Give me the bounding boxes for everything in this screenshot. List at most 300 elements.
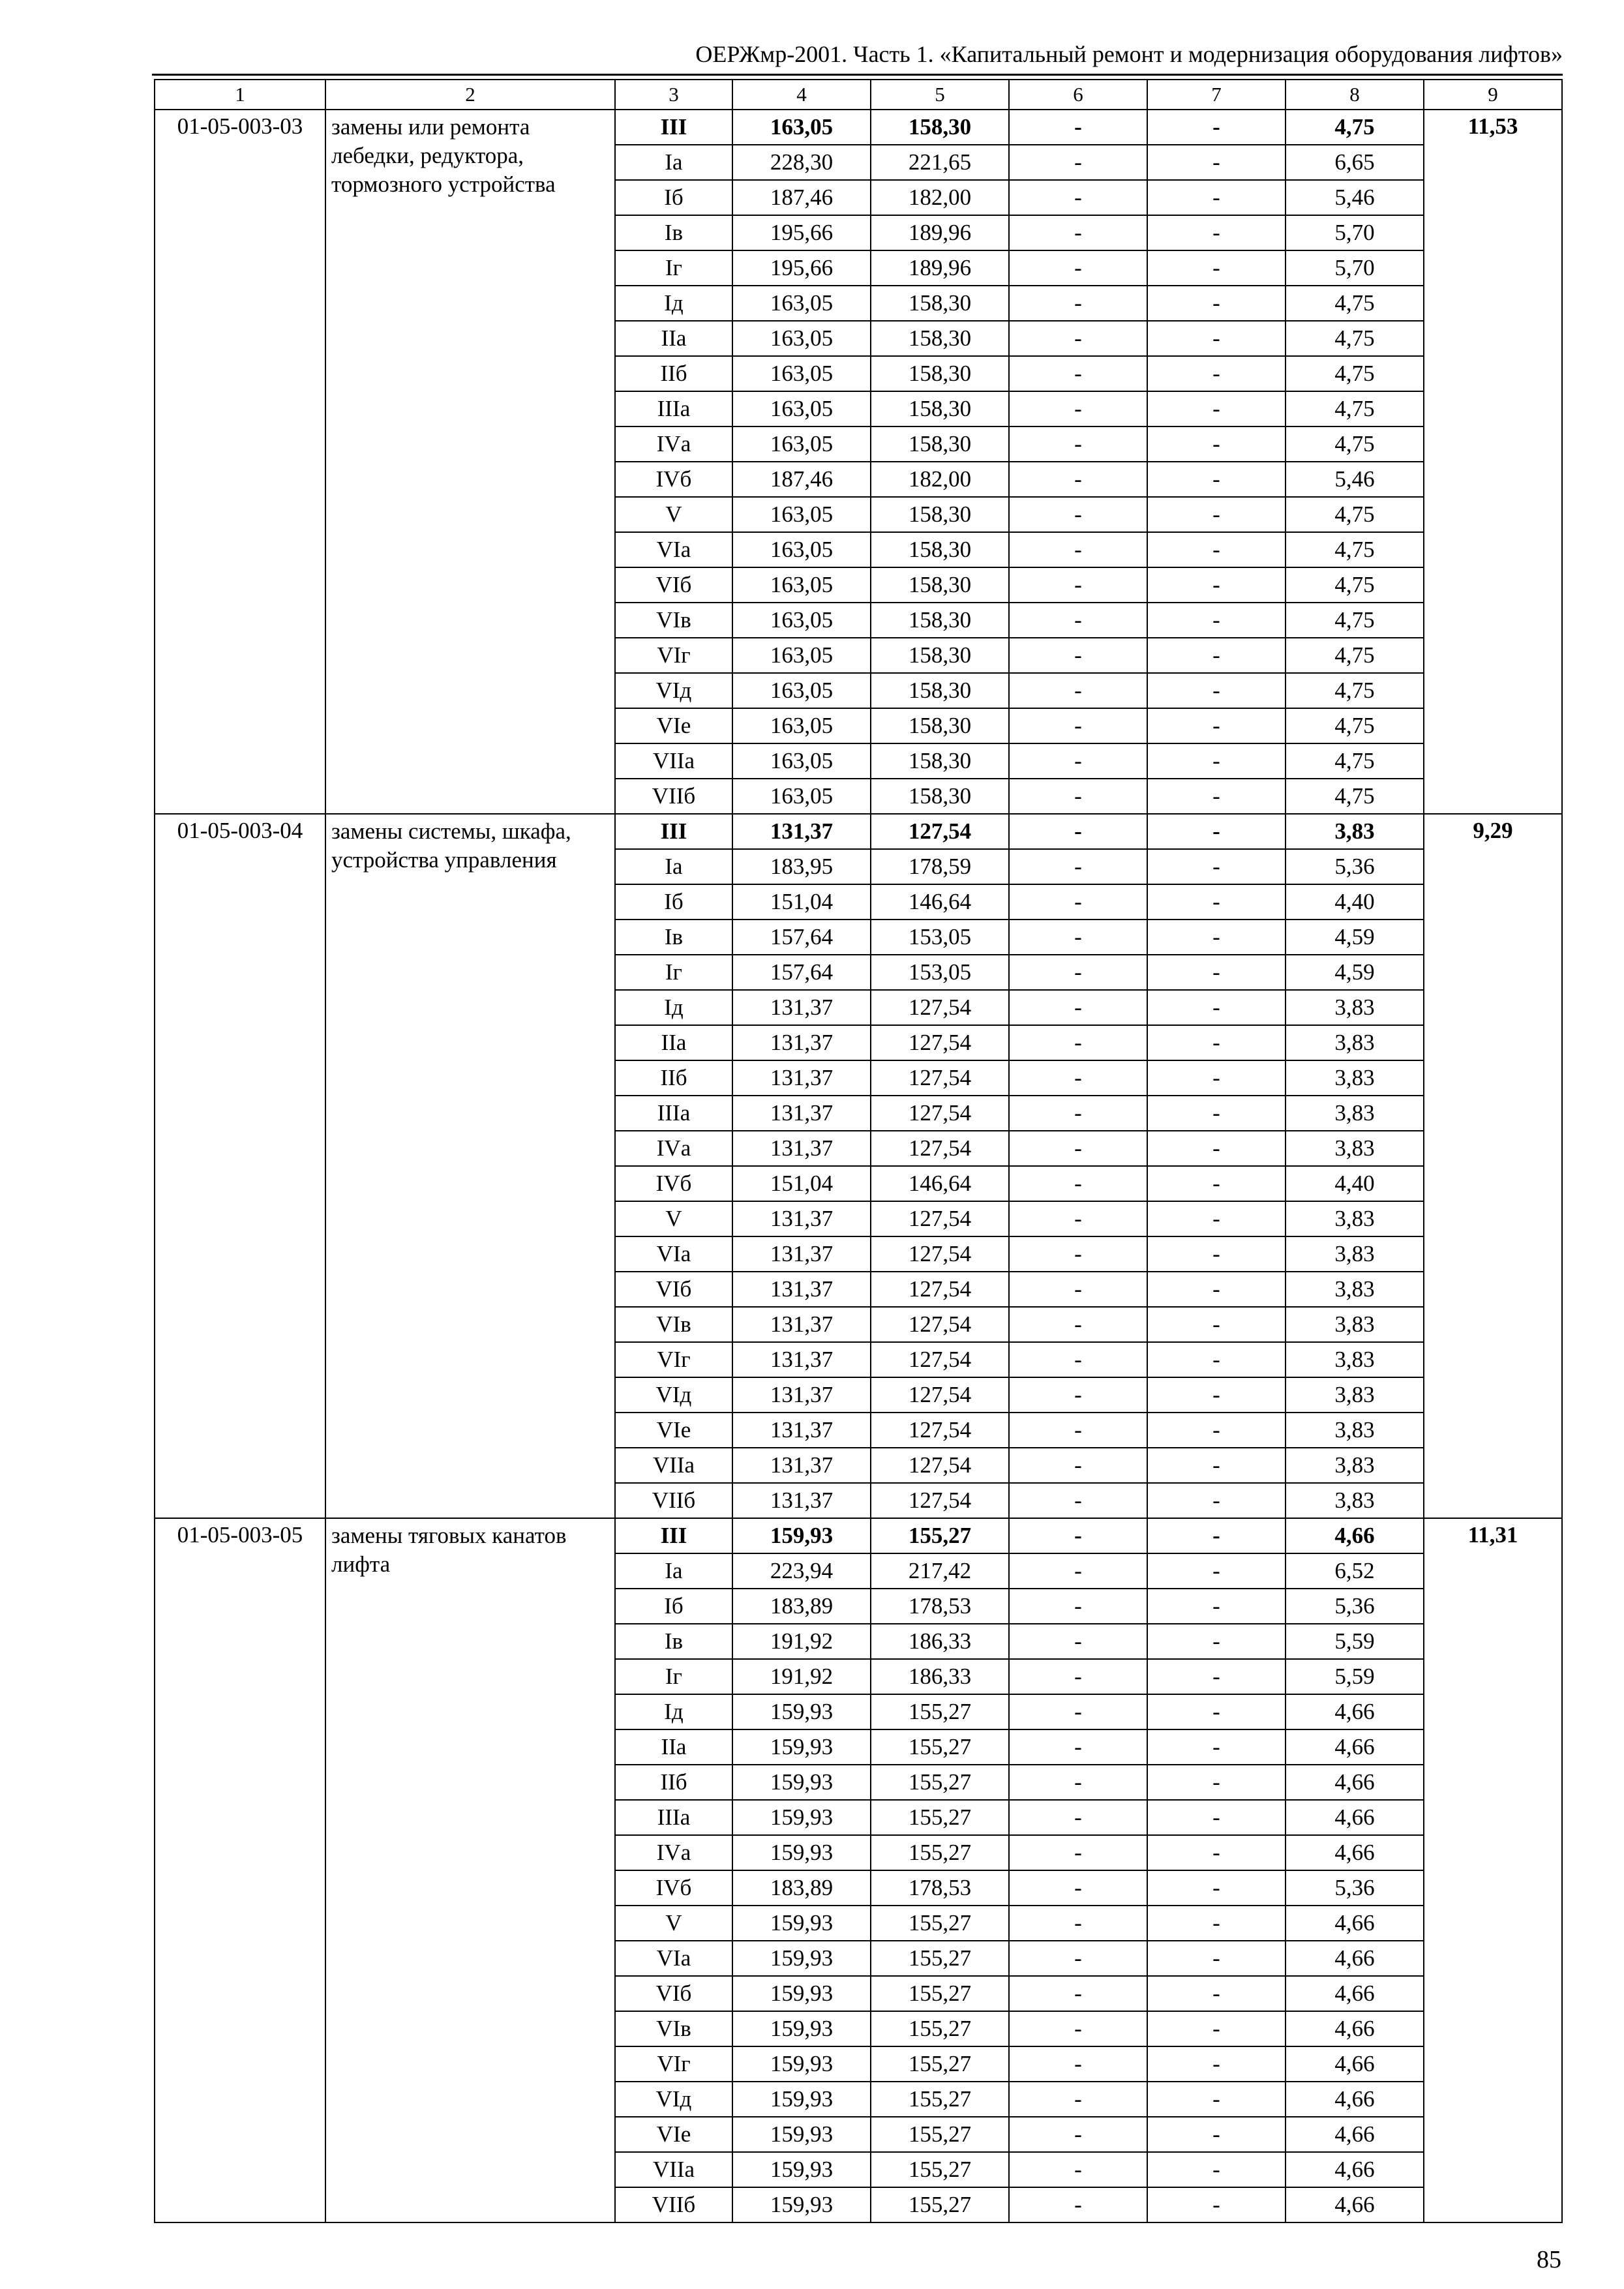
value-col6-cell: - <box>1009 1906 1147 1941</box>
zone-cell: VIе <box>615 708 732 743</box>
value-col6-cell: - <box>1009 2046 1147 2082</box>
column-number: 6 <box>1009 80 1147 110</box>
value-col4-cell: 163,05 <box>732 356 871 391</box>
value-col5-cell: 155,27 <box>871 2187 1009 2222</box>
value-col7-cell: - <box>1147 1166 1286 1201</box>
value-col6-cell: - <box>1009 321 1147 356</box>
norm-code: 01-05-003-05 <box>155 1518 325 2222</box>
value-col8-cell: 4,66 <box>1286 2082 1424 2117</box>
value-col4-cell: 228,30 <box>732 145 871 180</box>
table-row <box>155 814 1562 849</box>
zone-cell: IIб <box>615 356 732 391</box>
value-col4-cell: 163,05 <box>732 673 871 708</box>
value-col6-cell: - <box>1009 603 1147 638</box>
zone-cell: III <box>615 110 732 145</box>
value-col4-cell: 131,37 <box>732 1060 871 1096</box>
value-col5-cell: 158,30 <box>871 110 1009 145</box>
value-col7-cell: - <box>1147 391 1286 426</box>
value-col6-cell: - <box>1009 250 1147 286</box>
value-col8-cell: 3,83 <box>1286 1448 1424 1483</box>
value-col6-cell: - <box>1009 1659 1147 1694</box>
value-col4-cell: 159,93 <box>732 1976 871 2011</box>
value-col5-cell: 186,33 <box>871 1659 1009 1694</box>
norm-code: 01-05-003-03 <box>155 110 325 814</box>
value-col4-cell: 131,37 <box>732 1377 871 1413</box>
value-col8-cell: 6,65 <box>1286 145 1424 180</box>
value-col8-cell: 5,59 <box>1286 1624 1424 1659</box>
value-col8-cell: 3,83 <box>1286 1307 1424 1342</box>
value-col4-cell: 223,94 <box>732 1553 871 1589</box>
value-col4-cell: 163,05 <box>732 110 871 145</box>
value-col5-cell: 155,27 <box>871 2011 1009 2046</box>
value-col7-cell: - <box>1147 1201 1286 1236</box>
value-col6-cell: - <box>1009 110 1147 145</box>
value-col8-cell: 4,66 <box>1286 1694 1424 1729</box>
value-col4-cell: 131,37 <box>732 1307 871 1342</box>
zone-cell: VIб <box>615 1272 732 1307</box>
norm-code: 01-05-003-04 <box>155 814 325 1518</box>
zone-cell: VIв <box>615 2011 732 2046</box>
zone-cell: VIа <box>615 532 732 567</box>
value-col5-cell: 189,96 <box>871 250 1009 286</box>
value-col6-cell: - <box>1009 1835 1147 1870</box>
norms-table <box>154 79 1563 2223</box>
value-col5-cell: 178,53 <box>871 1870 1009 1906</box>
value-col4-cell: 159,93 <box>732 2117 871 2152</box>
value-col8-cell: 3,83 <box>1286 814 1424 849</box>
value-col7-cell: - <box>1147 603 1286 638</box>
norm-total: 11,31 <box>1424 1518 1562 2222</box>
zone-cell: Iа <box>615 145 732 180</box>
value-col4-cell: 159,93 <box>732 1800 871 1835</box>
table-row <box>155 1518 1562 1553</box>
value-col5-cell: 127,54 <box>871 1413 1009 1448</box>
zone-cell: VIв <box>615 1307 732 1342</box>
value-col5-cell: 158,30 <box>871 286 1009 321</box>
zone-cell: VIа <box>615 1941 732 1976</box>
value-col5-cell: 153,05 <box>871 955 1009 990</box>
value-col4-cell: 183,95 <box>732 849 871 884</box>
value-col7-cell: - <box>1147 814 1286 849</box>
value-col4-cell: 157,64 <box>732 920 871 955</box>
value-col4-cell: 157,64 <box>732 955 871 990</box>
value-col4-cell: 159,93 <box>732 2082 871 2117</box>
value-col6-cell: - <box>1009 1060 1147 1096</box>
value-col7-cell: - <box>1147 1272 1286 1307</box>
value-col5-cell: 153,05 <box>871 920 1009 955</box>
value-col4-cell: 183,89 <box>732 1589 871 1624</box>
value-col7-cell: - <box>1147 2046 1286 2082</box>
value-col6-cell: - <box>1009 1448 1147 1483</box>
zone-cell: VIе <box>615 1413 732 1448</box>
column-number: 1 <box>155 80 325 110</box>
value-col6-cell: - <box>1009 814 1147 849</box>
value-col4-cell: 159,93 <box>732 1765 871 1800</box>
value-col5-cell: 158,30 <box>871 638 1009 673</box>
zone-cell: IIб <box>615 1060 732 1096</box>
value-col4-cell: 159,93 <box>732 2011 871 2046</box>
value-col5-cell: 127,54 <box>871 1342 1009 1377</box>
value-col7-cell: - <box>1147 1060 1286 1096</box>
zone-cell: VIIа <box>615 1448 732 1483</box>
value-col6-cell: - <box>1009 180 1147 215</box>
value-col5-cell: 146,64 <box>871 884 1009 920</box>
value-col8-cell: 5,36 <box>1286 1589 1424 1624</box>
value-col7-cell: - <box>1147 1906 1286 1941</box>
norm-total: 9,29 <box>1424 814 1562 1518</box>
zone-cell: IVб <box>615 462 732 497</box>
value-col4-cell: 163,05 <box>732 321 871 356</box>
value-col4-cell: 131,37 <box>732 1448 871 1483</box>
norms-table-body <box>155 80 1562 2222</box>
zone-cell: VIIб <box>615 1483 732 1518</box>
zone-cell: VIа <box>615 1236 732 1272</box>
value-col6-cell: - <box>1009 1765 1147 1800</box>
zone-cell: Iд <box>615 286 732 321</box>
value-col8-cell: 3,83 <box>1286 1096 1424 1131</box>
value-col7-cell: - <box>1147 673 1286 708</box>
value-col6-cell: - <box>1009 849 1147 884</box>
value-col8-cell: 4,75 <box>1286 426 1424 462</box>
value-col7-cell: - <box>1147 1694 1286 1729</box>
value-col4-cell: 191,92 <box>732 1659 871 1694</box>
value-col8-cell: 4,75 <box>1286 532 1424 567</box>
value-col7-cell: - <box>1147 462 1286 497</box>
value-col8-cell: 4,66 <box>1286 1765 1424 1800</box>
value-col6-cell: - <box>1009 1589 1147 1624</box>
value-col7-cell: - <box>1147 356 1286 391</box>
value-col8-cell: 5,46 <box>1286 180 1424 215</box>
value-col6-cell: - <box>1009 215 1147 250</box>
value-col7-cell: - <box>1147 1131 1286 1166</box>
value-col6-cell: - <box>1009 1483 1147 1518</box>
value-col5-cell: 127,54 <box>871 1025 1009 1060</box>
value-col6-cell: - <box>1009 2117 1147 2152</box>
value-col5-cell: 127,54 <box>871 1236 1009 1272</box>
zone-cell: VIд <box>615 2082 732 2117</box>
zone-cell: Iг <box>615 250 732 286</box>
value-col4-cell: 187,46 <box>732 462 871 497</box>
value-col6-cell: - <box>1009 1518 1147 1553</box>
zone-cell: VIг <box>615 2046 732 2082</box>
value-col4-cell: 163,05 <box>732 391 871 426</box>
value-col5-cell: 158,30 <box>871 673 1009 708</box>
zone-cell: VIIа <box>615 743 732 779</box>
zone-cell: IIа <box>615 1025 732 1060</box>
zone-cell: VIд <box>615 1377 732 1413</box>
value-col8-cell: 4,75 <box>1286 743 1424 779</box>
value-col8-cell: 5,70 <box>1286 250 1424 286</box>
value-col8-cell: 4,59 <box>1286 955 1424 990</box>
value-col8-cell: 4,66 <box>1286 1835 1424 1870</box>
zone-cell: IIIа <box>615 391 732 426</box>
value-col8-cell: 4,75 <box>1286 391 1424 426</box>
value-col5-cell: 127,54 <box>871 1307 1009 1342</box>
value-col4-cell: 163,05 <box>732 532 871 567</box>
value-col6-cell: - <box>1009 356 1147 391</box>
value-col6-cell: - <box>1009 2082 1147 2117</box>
value-col5-cell: 189,96 <box>871 215 1009 250</box>
zone-cell: Iд <box>615 1694 732 1729</box>
value-col7-cell: - <box>1147 779 1286 814</box>
value-col5-cell: 178,59 <box>871 849 1009 884</box>
value-col5-cell: 155,27 <box>871 1835 1009 1870</box>
column-number: 8 <box>1286 80 1424 110</box>
zone-cell: IVа <box>615 1131 732 1166</box>
zone-cell: V <box>615 1906 732 1941</box>
value-col8-cell: 6,52 <box>1286 1553 1424 1589</box>
value-col7-cell: - <box>1147 250 1286 286</box>
value-col7-cell: - <box>1147 1413 1286 1448</box>
table-row <box>155 110 1562 145</box>
value-col6-cell: - <box>1009 1870 1147 1906</box>
value-col5-cell: 127,54 <box>871 1448 1009 1483</box>
zone-cell: VIд <box>615 673 732 708</box>
zone-cell: IVб <box>615 1166 732 1201</box>
column-number: 7 <box>1147 80 1286 110</box>
value-col5-cell: 155,27 <box>871 1518 1009 1553</box>
value-col7-cell: - <box>1147 1236 1286 1272</box>
value-col8-cell: 4,66 <box>1286 1941 1424 1976</box>
value-col4-cell: 163,05 <box>732 567 871 603</box>
value-col6-cell: - <box>1009 884 1147 920</box>
value-col6-cell: - <box>1009 1201 1147 1236</box>
zone-cell: Iб <box>615 884 732 920</box>
zone-cell: Iв <box>615 1624 732 1659</box>
value-col6-cell: - <box>1009 286 1147 321</box>
zone-cell: Iг <box>615 1659 732 1694</box>
column-number: 5 <box>871 80 1009 110</box>
value-col7-cell: - <box>1147 1377 1286 1413</box>
value-col8-cell: 4,66 <box>1286 2152 1424 2187</box>
value-col7-cell: - <box>1147 1765 1286 1800</box>
value-col5-cell: 155,27 <box>871 2082 1009 2117</box>
value-col7-cell: - <box>1147 1553 1286 1589</box>
value-col5-cell: 155,27 <box>871 1694 1009 1729</box>
value-col5-cell: 158,30 <box>871 779 1009 814</box>
value-col7-cell: - <box>1147 2187 1286 2222</box>
value-col8-cell: 4,66 <box>1286 2117 1424 2152</box>
value-col5-cell: 158,30 <box>871 391 1009 426</box>
zone-cell: Iв <box>615 215 732 250</box>
zone-cell: VIб <box>615 567 732 603</box>
value-col6-cell: - <box>1009 638 1147 673</box>
value-col5-cell: 155,27 <box>871 1941 1009 1976</box>
value-col6-cell: - <box>1009 1025 1147 1060</box>
value-col5-cell: 155,27 <box>871 1800 1009 1835</box>
value-col6-cell: - <box>1009 1166 1147 1201</box>
value-col7-cell: - <box>1147 1096 1286 1131</box>
value-col4-cell: 159,93 <box>732 1835 871 1870</box>
column-number: 2 <box>325 80 615 110</box>
zone-cell: Iг <box>615 955 732 990</box>
value-col6-cell: - <box>1009 2152 1147 2187</box>
value-col5-cell: 127,54 <box>871 1131 1009 1166</box>
value-col5-cell: 127,54 <box>871 1272 1009 1307</box>
zone-cell: VIг <box>615 1342 732 1377</box>
value-col7-cell: - <box>1147 955 1286 990</box>
value-col4-cell: 159,93 <box>732 1518 871 1553</box>
value-col4-cell: 131,37 <box>732 1131 871 1166</box>
zone-cell: V <box>615 1201 732 1236</box>
value-col6-cell: - <box>1009 1307 1147 1342</box>
value-col7-cell: - <box>1147 1483 1286 1518</box>
page-header-title: ОЕРЖмр-2001. Часть 1. «Капитальный ремонт и модернизация оборудования лифтов» <box>695 41 1563 67</box>
zone-cell: VIб <box>615 1976 732 2011</box>
value-col8-cell: 3,83 <box>1286 1025 1424 1060</box>
zone-cell: VIIа <box>615 2152 732 2187</box>
value-col4-cell: 187,46 <box>732 180 871 215</box>
value-col4-cell: 159,93 <box>732 1906 871 1941</box>
value-col6-cell: - <box>1009 990 1147 1025</box>
value-col8-cell: 4,59 <box>1286 920 1424 955</box>
value-col8-cell: 3,83 <box>1286 1483 1424 1518</box>
value-col6-cell: - <box>1009 743 1147 779</box>
value-col6-cell: - <box>1009 462 1147 497</box>
column-number: 9 <box>1424 80 1562 110</box>
value-col7-cell: - <box>1147 2082 1286 2117</box>
value-col5-cell: 146,64 <box>871 1166 1009 1201</box>
value-col4-cell: 131,37 <box>732 1096 871 1131</box>
value-col8-cell: 3,83 <box>1286 990 1424 1025</box>
value-col5-cell: 127,54 <box>871 990 1009 1025</box>
value-col8-cell: 3,83 <box>1286 1342 1424 1377</box>
value-col5-cell: 158,30 <box>871 356 1009 391</box>
value-col8-cell: 4,75 <box>1286 779 1424 814</box>
value-col7-cell: - <box>1147 567 1286 603</box>
value-col6-cell: - <box>1009 1131 1147 1166</box>
value-col8-cell: 3,83 <box>1286 1413 1424 1448</box>
value-col7-cell: - <box>1147 1835 1286 1870</box>
value-col4-cell: 191,92 <box>732 1624 871 1659</box>
value-col7-cell: - <box>1147 110 1286 145</box>
zone-cell: IIб <box>615 1765 732 1800</box>
value-col5-cell: 158,30 <box>871 708 1009 743</box>
value-col4-cell: 131,37 <box>732 990 871 1025</box>
value-col8-cell: 3,83 <box>1286 1377 1424 1413</box>
value-col8-cell: 3,83 <box>1286 1272 1424 1307</box>
value-col7-cell: - <box>1147 215 1286 250</box>
value-col4-cell: 131,37 <box>732 1025 871 1060</box>
value-col5-cell: 182,00 <box>871 180 1009 215</box>
value-col5-cell: 127,54 <box>871 1377 1009 1413</box>
value-col4-cell: 159,93 <box>732 2046 871 2082</box>
value-col7-cell: - <box>1147 321 1286 356</box>
value-col6-cell: - <box>1009 779 1147 814</box>
value-col8-cell: 5,36 <box>1286 849 1424 884</box>
value-col7-cell: - <box>1147 426 1286 462</box>
zone-cell: IVа <box>615 426 732 462</box>
value-col6-cell: - <box>1009 1413 1147 1448</box>
value-col5-cell: 158,30 <box>871 743 1009 779</box>
value-col8-cell: 4,75 <box>1286 708 1424 743</box>
value-col5-cell: 127,54 <box>871 1060 1009 1096</box>
column-number: 3 <box>615 80 732 110</box>
value-col6-cell: - <box>1009 1272 1147 1307</box>
value-col5-cell: 158,30 <box>871 426 1009 462</box>
value-col4-cell: 131,37 <box>732 1236 871 1272</box>
value-col5-cell: 155,27 <box>871 2117 1009 2152</box>
value-col7-cell: - <box>1147 1589 1286 1624</box>
value-col5-cell: 178,53 <box>871 1589 1009 1624</box>
zone-cell: Iа <box>615 1553 732 1589</box>
value-col8-cell: 3,83 <box>1286 1060 1424 1096</box>
value-col8-cell: 4,66 <box>1286 2011 1424 2046</box>
value-col5-cell: 155,27 <box>871 2152 1009 2187</box>
value-col8-cell: 4,75 <box>1286 497 1424 532</box>
value-col4-cell: 163,05 <box>732 779 871 814</box>
value-col5-cell: 155,27 <box>871 2046 1009 2082</box>
value-col4-cell: 163,05 <box>732 743 871 779</box>
value-col7-cell: - <box>1147 1729 1286 1765</box>
value-col8-cell: 5,59 <box>1286 1659 1424 1694</box>
value-col5-cell: 155,27 <box>871 1729 1009 1765</box>
value-col4-cell: 163,05 <box>732 708 871 743</box>
zone-cell: VIIб <box>615 2187 732 2222</box>
value-col7-cell: - <box>1147 1307 1286 1342</box>
value-col4-cell: 163,05 <box>732 286 871 321</box>
zone-cell: Iд <box>615 990 732 1025</box>
value-col8-cell: 5,36 <box>1286 1870 1424 1906</box>
value-col4-cell: 151,04 <box>732 884 871 920</box>
value-col6-cell: - <box>1009 1976 1147 2011</box>
value-col6-cell: - <box>1009 567 1147 603</box>
value-col7-cell: - <box>1147 1624 1286 1659</box>
value-col6-cell: - <box>1009 2011 1147 2046</box>
value-col7-cell: - <box>1147 849 1286 884</box>
value-col7-cell: - <box>1147 532 1286 567</box>
value-col8-cell: 4,66 <box>1286 1976 1424 2011</box>
header-rule <box>152 74 1563 76</box>
value-col7-cell: - <box>1147 1448 1286 1483</box>
zone-cell: VIе <box>615 2117 732 2152</box>
value-col5-cell: 158,30 <box>871 567 1009 603</box>
value-col8-cell: 4,75 <box>1286 603 1424 638</box>
value-col8-cell: 4,66 <box>1286 2046 1424 2082</box>
value-col8-cell: 4,66 <box>1286 2187 1424 2222</box>
value-col7-cell: - <box>1147 1800 1286 1835</box>
value-col5-cell: 158,30 <box>871 497 1009 532</box>
value-col5-cell: 182,00 <box>871 462 1009 497</box>
value-col7-cell: - <box>1147 2117 1286 2152</box>
value-col5-cell: 127,54 <box>871 814 1009 849</box>
value-col7-cell: - <box>1147 1870 1286 1906</box>
value-col7-cell: - <box>1147 1659 1286 1694</box>
value-col4-cell: 159,93 <box>732 2152 871 2187</box>
zone-cell: IVб <box>615 1870 732 1906</box>
value-col4-cell: 159,93 <box>732 1694 871 1729</box>
zone-cell: Iб <box>615 180 732 215</box>
value-col7-cell: - <box>1147 1025 1286 1060</box>
zone-cell: III <box>615 1518 732 1553</box>
value-col6-cell: - <box>1009 1236 1147 1272</box>
value-col4-cell: 163,05 <box>732 603 871 638</box>
value-col8-cell: 4,75 <box>1286 110 1424 145</box>
norm-description: замены системы, шкафа, устройства управления <box>325 814 615 1518</box>
value-col4-cell: 163,05 <box>732 497 871 532</box>
value-col8-cell: 4,66 <box>1286 1729 1424 1765</box>
zone-cell: VIIб <box>615 779 732 814</box>
value-col7-cell: - <box>1147 638 1286 673</box>
value-col6-cell: - <box>1009 1553 1147 1589</box>
value-col4-cell: 131,37 <box>732 1342 871 1377</box>
value-col4-cell: 131,37 <box>732 1201 871 1236</box>
value-col5-cell: 127,54 <box>871 1201 1009 1236</box>
value-col7-cell: - <box>1147 1342 1286 1377</box>
value-col6-cell: - <box>1009 955 1147 990</box>
norm-total: 11,53 <box>1424 110 1562 814</box>
value-col6-cell: - <box>1009 708 1147 743</box>
